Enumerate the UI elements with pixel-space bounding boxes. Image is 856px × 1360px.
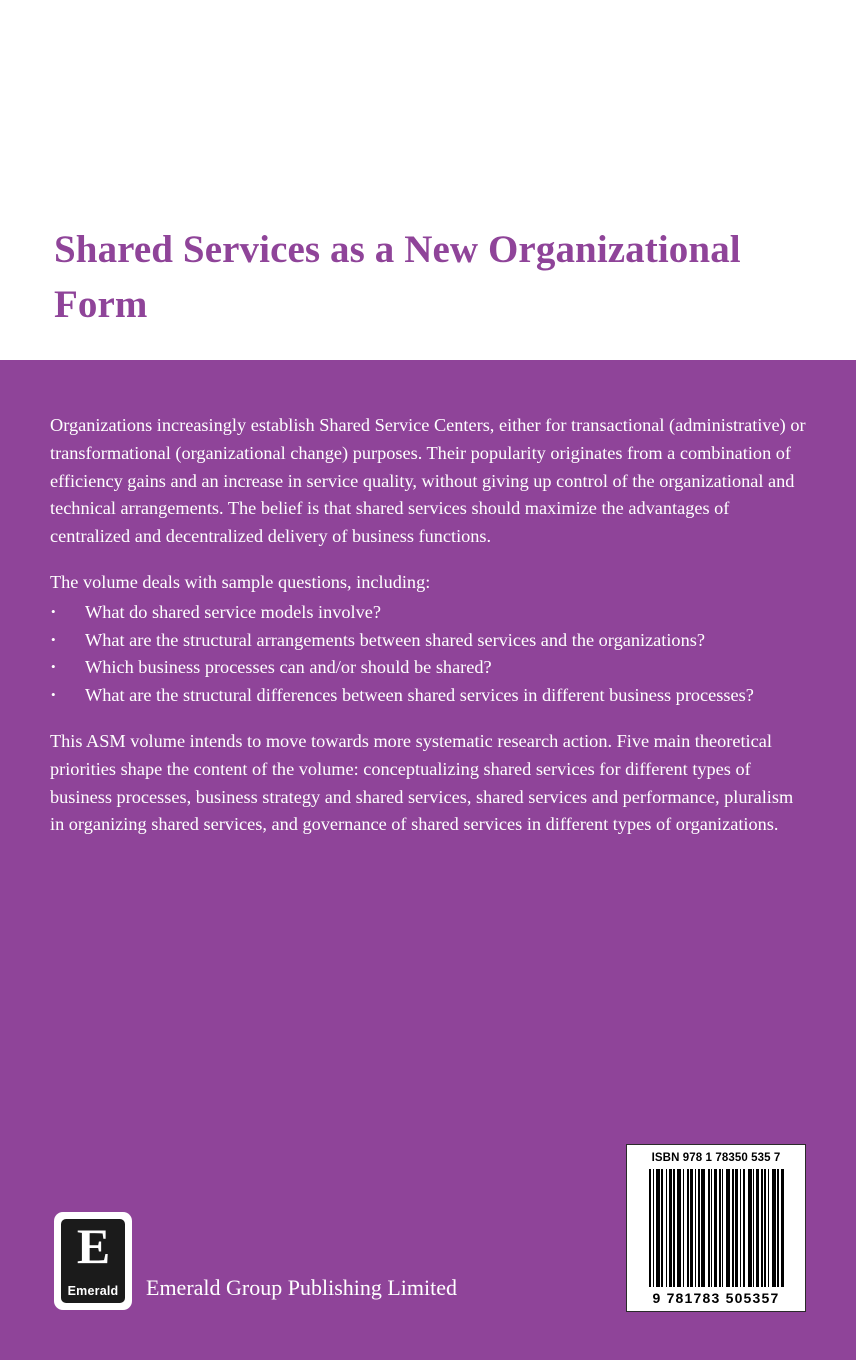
- publisher-logo-block: [54, 1212, 457, 1310]
- questions-list: [50, 599, 806, 710]
- back-cover-blurb: [50, 412, 806, 857]
- barcode: [626, 1144, 806, 1312]
- emerald-logo-icon: [54, 1212, 132, 1310]
- description-band: [0, 360, 856, 1360]
- isbn-label: ISBN 978 1 78350 535 7: [651, 1152, 781, 1164]
- emerald-logo-letter: E: [76, 1219, 110, 1274]
- barcode-digits: 9 781783 505357: [652, 1290, 780, 1306]
- list-item: • What are the structural differences between shared services in different business processes?: [50, 682, 806, 710]
- blurb-paragraph-2: This ASM volume intends to move towards more systematic research action. Five main theoretical priorities shape the content of the volume: conceptualizing shared services for different types of business processes, business strategy and shared services, shared services and performance, pluralism in organizing shared services, and governance of shared services in different types of organizations.: [50, 730, 794, 835]
- emerald-logo-word: Emerald: [67, 1284, 119, 1298]
- list-item: • What are the structural arrangements between shared services and the organizations?: [50, 627, 806, 655]
- list-item: • Which business processes can and/or should be shared?: [50, 654, 806, 682]
- blurb-paragraph-1: Organizations increasingly establish Shared Service Centers, either for transactional (administrative) or transformational (organizational change) purposes. Their popularity originates from a combination of efficiency gains and an increase in service quality, without giving up control of the organizational and technical arrangements. The belief is that shared services should maximize the advantages of centralized and decentralized delivery of business functions.: [50, 415, 806, 547]
- list-item: • What do shared service models involve?: [50, 599, 806, 627]
- emerald-logo-inner: [61, 1219, 125, 1303]
- publisher-name: Emerald Group Publishing Limited: [146, 1275, 458, 1300]
- title-band: [0, 0, 856, 360]
- book-title: Shared Services as a New Organizational Form: [54, 228, 741, 327]
- questions-intro: The volume deals with sample questions, including:: [50, 571, 431, 592]
- barcode-bars: [635, 1169, 797, 1287]
